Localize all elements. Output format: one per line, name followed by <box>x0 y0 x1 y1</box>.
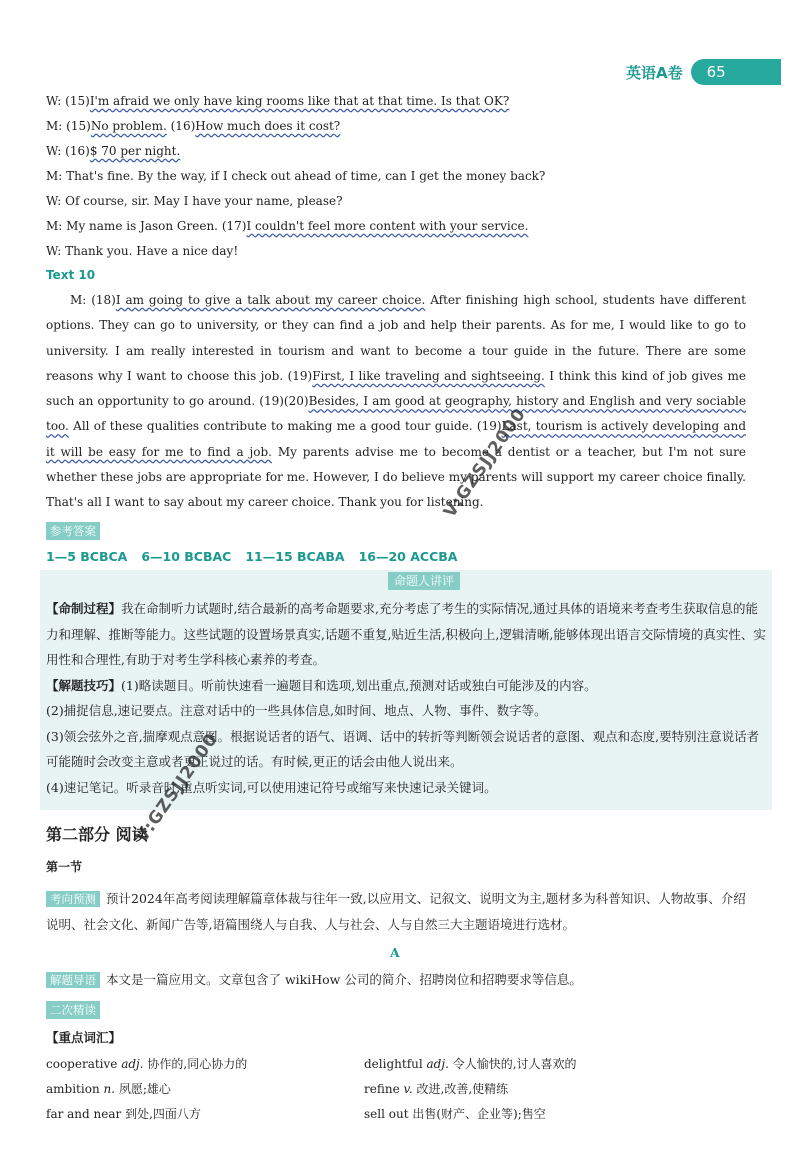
guide-block: 解题导语 本文是一篇应用文。文章包含了 wikiHow 公司的简介、招聘岗位和招聘要求等信息。 <box>46 967 756 993</box>
commentary-title: 命题人讲评 <box>388 572 460 590</box>
answers-label: 参考答案 <box>46 522 100 540</box>
dialogue-line: M: (15)No problem. (16)How much does it cost? <box>46 119 341 133</box>
watermark: V:GZSJJ2000 <box>440 404 531 522</box>
commentary-box <box>40 570 772 810</box>
dialogue-line: M: My name is Jason Green. (17)I couldn't feel more content with your service. <box>46 219 529 233</box>
dialogue-line: W: (16)$ 70 per night. <box>46 144 181 158</box>
forecast-label: 考向预测 <box>46 891 100 907</box>
vocab-item: ambition n. 夙愿;雄心 <box>46 1082 171 1096</box>
page-number: 65 <box>691 59 781 85</box>
text10-title: Text 10 <box>46 268 96 282</box>
vocab-item: refine v. 改进,改善,使精练 <box>364 1082 509 1096</box>
dialogue-line: W: Thank you. Have a nice day! <box>46 244 239 258</box>
forecast-block: 考向预测 预计2024年高考阅读理解篇章体裁与往年一致,以应用文、记叙文、说明文为主,题材多为科普知识、人物故事、介绍说明、社会文化、新闻广告等,语篇围绕人与自我、人与社会、人与自然三大主题语境进行选材。 <box>46 891 746 932</box>
commentary-body: 【命制过程】我在命制听力试题时,结合最新的高考命题要求,充分考虑了考生的实际情况,通过具体的语境来考查考生获取信息的能力和理解、推断等能力。这些试题的设置场景真实,话题不重复,贴近生活,积极向上,逻辑清晰,能够体现出语言交际情境的真实性、实用性和合理性,有助于对考生学科核心素养的考查。 【解题技巧】(1)略读题目。听前快速看一遍题目和选项,划出重点,预测对话或独白可能涉及的内容。 (2)捕捉信息,速记要点。注意对话中的一些具体信息,如时间、地点、人物、事件、数字等。 (3)领会弦外之音,揣摩观点意图。根据说话者的语气、语调、话中的转折等判断领会说话者的意图、观点和态度,要特别注意说话者可能随时会改变主意或者更正说过的话。有时候,更正的话会由他人说出来。 (4)速记笔记。听录音时,重点听实词,可以使用速记符号或缩写来快速记录关键词。 <box>46 601 766 795</box>
vocab-item: sell out 出售(财产、企业等);售空 <box>364 1107 546 1121</box>
vocab-item: delightful adj. 令人愉快的,讨人喜欢的 <box>364 1057 577 1071</box>
passage-letter: A <box>390 945 400 960</box>
dialogue-line: W: Of course, sir. May I have your name, please? <box>46 194 343 208</box>
part-title: 第二部分 阅读 <box>46 825 148 844</box>
text10-paragraph: M: (18)I am going to give a talk about my career choice. After finishing high school, students have different options. They can go to university, or they can find a job and help their parents. As for me, I would like to go to university. I am really interested in tourism and want to become a tour guide in the future. There are some reasons why I want to choose this job. (19)First, I like traveling and sightseeing. I think this kind of job gives me such an opportunity to go around. (19)(20)Besides, I am good at geography, history and English and very sociable too. All of these qualities contribute to making me a good tour guide. (19)Last, tourism is actively developing and it will be easy for me to find a job. My parents advise me to become a dentist or a teacher, but I'm not sure whether these jobs are appropriate for me. However, I do believe my parents will support my career choice finally. That's all I want to say about my career choice. Thank you for listening. <box>46 293 747 510</box>
vocab-item: far and near 到处,四面八方 <box>46 1107 201 1121</box>
answer-key: 1—5 BCBCA 6—10 BCBAC 11—15 BCABA 16—20 ACCBA <box>46 549 458 564</box>
guide-label: 解题导语 <box>46 972 100 988</box>
vocab-item: cooperative adj. 协作的,同心协力的 <box>46 1057 248 1071</box>
reread-label: 二次精读 <box>46 1001 100 1019</box>
section-title: 第一节 <box>46 860 83 874</box>
vocab-title: 【重点词汇】 <box>46 1030 122 1045</box>
watermark: V:GZSJJ2000 <box>132 729 223 847</box>
dialogue-line: M: That's fine. By the way, if I check out ahead of time, can I get the money back? <box>46 169 546 183</box>
book-title: 英语A卷 <box>626 63 683 82</box>
page-header <box>626 58 781 86</box>
dialogue-line: W: (15)I'm afraid we only have king rooms like that at that time. Is that OK? <box>46 94 510 108</box>
